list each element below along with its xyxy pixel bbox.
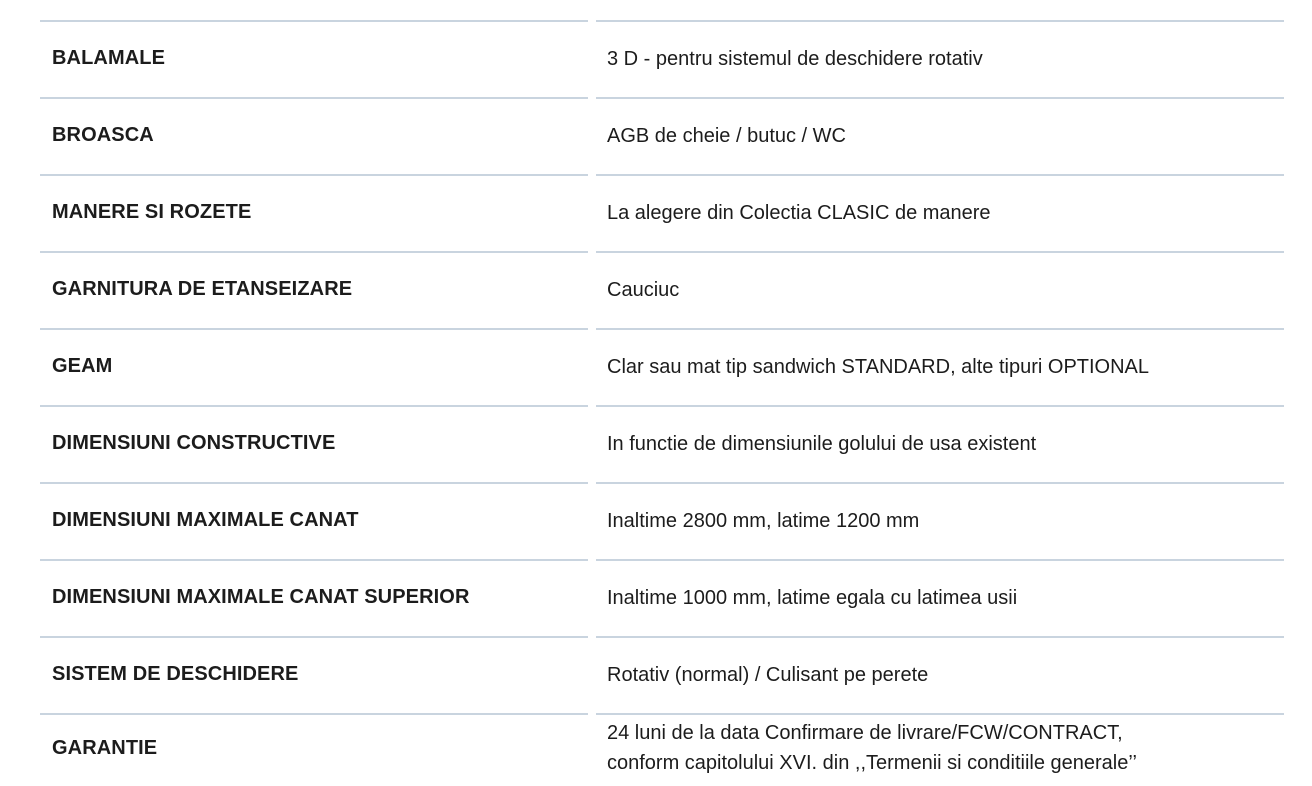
spec-label: GARNITURA DE ETANSEIZARE (52, 278, 353, 300)
spec-value: La alegere din Colectia CLASIC de manere (607, 201, 991, 224)
spec-value: 24 luni de la data Confirmare de livrare/FCW/CONTRACT, conform capitolului XVI. din ,,Termenii si conditiile generale’’ (607, 722, 1137, 774)
table-row (40, 251, 1284, 328)
spec-table (40, 20, 1284, 783)
spec-value: AGB de cheie / butuc / WC (607, 124, 846, 147)
spec-label: DIMENSIUNI CONSTRUCTIVE (52, 432, 336, 454)
spec-value: Clar sau mat tip sandwich STANDARD, alte tipuri OPTIONAL (607, 355, 1150, 378)
table-row (40, 20, 1284, 97)
spec-value: Rotativ (normal) / Culisant pe perete (607, 663, 929, 686)
spec-label: SISTEM DE DESCHIDERE (52, 663, 299, 685)
spec-label: GARANTIE (52, 736, 158, 759)
table-row (40, 713, 1284, 783)
spec-label: MANERE SI ROZETE (52, 201, 252, 223)
spec-value: 3 D - pentru sistemul de deschidere rotativ (607, 47, 983, 70)
spec-value: Inaltime 1000 mm, latime egala cu latimea usii (607, 586, 1018, 609)
table-row (40, 97, 1284, 174)
table-row (40, 405, 1284, 482)
spec-label: DIMENSIUNI MAXIMALE CANAT (52, 509, 359, 531)
table-row (40, 174, 1284, 251)
table-row (40, 328, 1284, 405)
spec-value: In functie de dimensiunile golului de usa existent (607, 432, 1037, 455)
table-row (40, 482, 1284, 559)
spec-value: Cauciuc (607, 278, 680, 301)
spec-label: BALAMALE (52, 47, 166, 69)
spec-label: DIMENSIUNI MAXIMALE CANAT SUPERIOR (52, 586, 470, 608)
spec-label: BROASCA (52, 124, 154, 146)
spec-value: Inaltime 2800 mm, latime 1200 mm (607, 509, 920, 532)
table-row (40, 636, 1284, 713)
table-row (40, 559, 1284, 636)
spec-label: GEAM (52, 355, 113, 377)
